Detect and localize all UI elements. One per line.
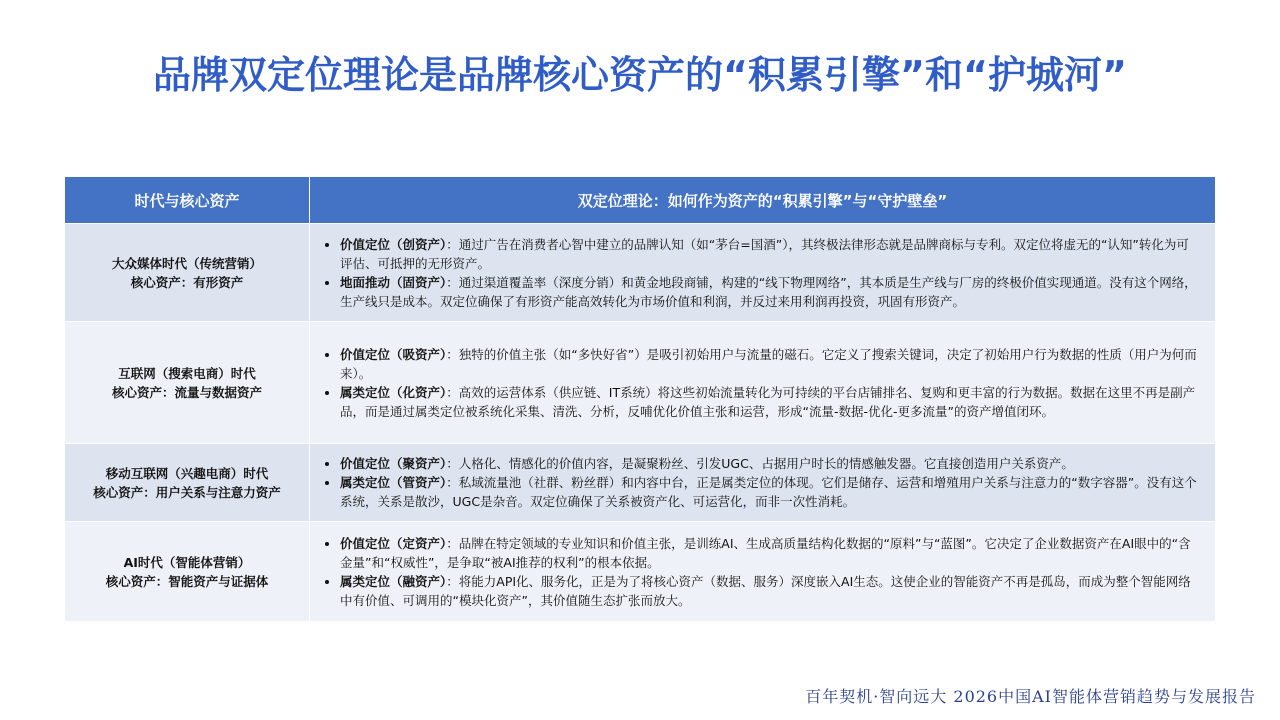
item-term: 价值定位（定资产） [340,535,447,551]
item-term: 价值定位（聚资产） [340,456,447,471]
item-text: ：品牌在特定领域的专业知识和价值主张，是训练AI、生成高质量结构化数据的“原料”与“蓝图”。它决定了企业数据资产在AI眼中的“含金量”和“权威性”，是争取“被AI推荐的权利”的根本依据。 [340,535,1191,570]
table-row [65,322,1216,444]
list-item [340,572,1201,610]
era-asset: 核心资产：流量与数据资产 [111,384,262,400]
era-cell [65,322,310,444]
desc-list [310,454,1215,511]
item-text: ：人格化、情感化的价值内容，是凝聚粉丝、引发UGC、占据用户时长的情感触发器。它直接创造用户关系资产。 [446,456,1074,471]
era-name: 移动互联网（兴趣电商）时代 [105,465,269,481]
desc-cell [310,224,1216,322]
list-item [340,235,1201,273]
list-item [340,345,1201,383]
item-term: 属类定位（融资产） [340,573,447,589]
header-era: 时代与核心资产 [65,177,310,224]
list-item [340,383,1201,421]
era-asset: 核心资产：用户关系与注意力资产 [93,484,281,500]
desc-list [310,345,1215,421]
item-text: ：通过渠道覆盖率（深度分销）和黄金地段商铺，构建的“线下物理网络”，其本质是生产线与厂房的终极价值实现通道。没有这个网络，生产线只是成本。双定位确保了有形资产能高效转化为市场价值和利润，并反过来用利润再投资，巩固有形资产。 [340,274,1197,309]
item-text: ：通过广告在消费者心智中建立的品牌认知（如“茅台=国酒”），其终极法律形态就是品牌商标与专利。双定位将虚无的“认知”转化为可评估、可抵押的无形资产。 [340,236,1189,271]
desc-list [310,534,1215,610]
era-cell [65,444,310,522]
desc-cell [310,322,1216,444]
desc-cell [310,522,1216,622]
list-item [340,473,1201,511]
item-term: 地面推动（固资产） [340,274,447,290]
item-text: ：将能力API化、服务化，正是为了将核心资产（数据、服务）深度嵌入AI生态。这使企业的智能资产不再是孤岛，而成为整个智能网络中有价值、可调用的“模块化资产”，其价值随生态扩张而放大。 [340,573,1191,608]
era-name: 互联网（搜索电商）时代 [118,365,256,381]
era-asset: 核心资产：智能资产与证据体 [105,573,269,589]
era-cell [65,522,310,622]
item-term: 属类定位（化资产） [340,384,447,400]
item-term: 价值定位（吸资产） [340,346,447,362]
item-text: ：私域流量池（社群、粉丝群）和内容中台，正是属类定位的体现。它们是储存、运营和增殖用户关系与注意力的“数字容器”。没有这个系统，关系是散沙，UGC是杂音。双定位确保了关系被资产化、可运营化，而非一次性消耗。 [340,475,1197,509]
header-theory: 双定位理论：如何作为资产的“积累引擎”与“守护壁垒” [310,177,1216,224]
table-row [65,224,1216,322]
desc-cell [310,444,1216,522]
era-asset: 核心资产：有形资产 [130,274,244,290]
report-footer: 百年契机·智向远大 2026中国AI智能体营销趋势与发展报告 [805,687,1256,706]
era-name: AI时代（智能体营销） [123,554,251,570]
page-title: 品牌双定位理论是品牌核心资产的“积累引擎”和“护城河” [153,53,1127,97]
table-row [65,444,1216,522]
item-text: ：独特的价值主张（如“多快好省”）是吸引初始用户与流量的磁石。它定义了搜索关键词，决定了初始用户行为数据的性质（用户为何而来）。 [340,346,1197,381]
table-header-row [65,177,1216,224]
item-text: ：高效的运营体系（供应链、IT系统）将这些初始流量转化为可持续的平台店铺排名、复购和更丰富的行为数据。数据在这里不再是副产品，而是通过属类定位被系统化采集、清洗、分析，反哺优化价值主张和运营，形成“流量-数据-优化-更多流量”的资产增值闭环。 [340,384,1196,419]
list-item [340,454,1201,473]
dual-positioning-table [64,176,1216,622]
table-row [65,522,1216,622]
item-term: 属类定位（管资产） [340,475,447,490]
list-item [340,273,1201,311]
desc-list [310,235,1215,311]
list-item [340,534,1201,572]
era-cell [65,224,310,322]
item-term: 价值定位（创资产） [340,236,447,252]
era-name: 大众媒体时代（传统营销） [111,255,262,271]
